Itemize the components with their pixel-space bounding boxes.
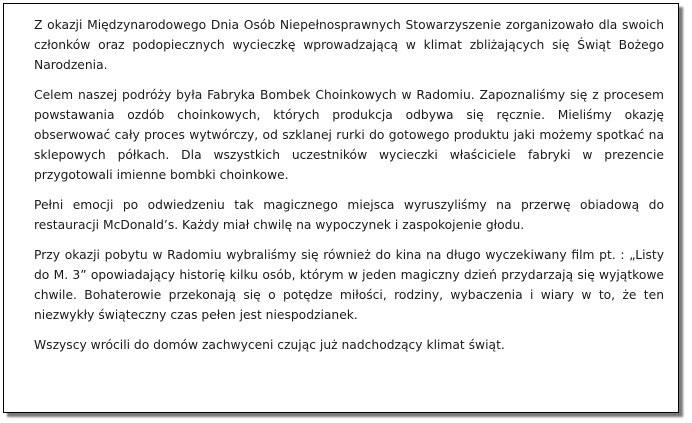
paragraph-closing: Wszyscy wrócili do domów zachwyceni czując już nadchodzący klimat świąt. xyxy=(34,338,505,352)
paragraph-lunch: Pełni emocji po odwiedzeniu tak magicznego miejsca wyruszyliśmy na przerwę obiadową do restauracji McDonald’s. Każdy miał chwilę na wypoczynek i zaspokojenie głodu. xyxy=(34,198,664,232)
paragraph-cinema: Przy okazji pobytu w Radomiu wybraliśmy się również do kina na długo wyczekiwany film pt. : „Listy do M. 3” opowiadający historię kilku osób, którym w jeden magiczny dzień przydarzają się wyjątkowe chwile. Bohaterowie przekonają się o potędze miłości, rodziny, wybaczenia i wiary w to, że ten niezwykły świąteczny czas pełen jest niespodzianek. xyxy=(34,248,664,322)
paragraph-factory: Celem naszej podróży była Fabryka Bombek Choinkowych w Radomiu. Zapoznaliśmy się z procesem powstawania ozdób choinkowych, których produkcja odbywa się ręcznie. Mieliśmy okazję obserwować cały proces wytwórczy, od szklanej rurki do gotowego produktu jaki możemy spotkać na sklepowych półkach. Dla wszystkich uczestników wycieczki właściciele fabryki w prezencie przygotowali imienne bombki choinkowe. xyxy=(34,88,664,182)
text-frame xyxy=(3,3,679,413)
article-body xyxy=(34,15,664,365)
paragraph-intro: Z okazji Międzynarodowego Dnia Osób Niepełnosprawnych Stowarzyszenie zorganizowało dla swoich członków oraz podopiecznych wycieczkę wprowadzającą w klimat zbliżających się Świąt Bożego Narodzenia. xyxy=(34,18,664,72)
